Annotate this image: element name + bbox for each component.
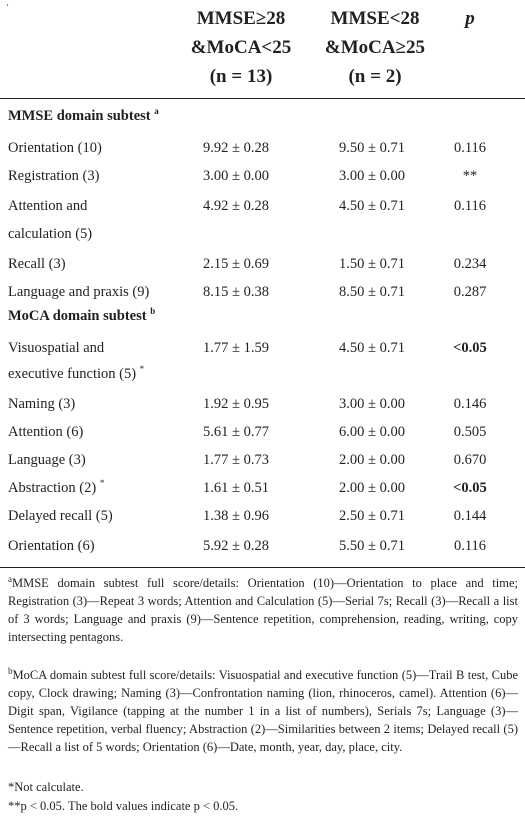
row-value-group2: 3.00 ± 0.00 bbox=[339, 396, 405, 412]
row-label-text: Abstraction (2) bbox=[8, 480, 97, 496]
footnote-not-calculated: *Not calculate. bbox=[8, 780, 84, 794]
row-value-group1: 5.92 ± 0.28 bbox=[203, 538, 269, 554]
row-p-value: 0.146 bbox=[453, 396, 487, 412]
footnote-b bbox=[8, 666, 518, 756]
row-value-group1: 1.92 ± 0.95 bbox=[203, 396, 269, 412]
row-value-group2: 6.00 ± 0.00 bbox=[339, 424, 405, 440]
row-value-group1: 5.61 ± 0.77 bbox=[203, 424, 269, 440]
row-label: Registration (3) bbox=[8, 168, 100, 184]
row-p-value: 0.116 bbox=[453, 140, 487, 156]
row-label bbox=[8, 478, 104, 498]
row-p-value: 0.287 bbox=[453, 284, 487, 300]
not-calculated-mark: * bbox=[139, 364, 145, 375]
header-group2-line3: (n = 2) bbox=[348, 66, 402, 87]
section-moca-text: MoCA domain subtest bbox=[8, 308, 147, 324]
footnote-b-text: MoCA domain subtest full score/details: Visuospatial and executive function (5)—Trail B test, Cube copy, Clock drawing; Naming (3)—Confrontation naming (lion, rhinoceros, camel). Attention (6)—Digit span, Vigilance (tapping at the number 1 in a list of numbers), Serials 7s; Language (3)—Sentence repetition, verbal fluency; Abstraction (2)—Similarities between 2 items; Delayed recall (5)—Recall a list of 5 words; Orientation (6)—Date, month, year, day, place, city. bbox=[8, 668, 518, 754]
row-value-group1: 1.77 ± 1.59 bbox=[203, 340, 269, 356]
header-group1-line1: MMSE≥28 bbox=[196, 8, 286, 29]
row-label: Language (3) bbox=[8, 452, 86, 468]
row-value-group1: 1.38 ± 0.96 bbox=[203, 508, 269, 524]
row-value-group1: 2.15 ± 0.69 bbox=[203, 256, 269, 272]
footnote-a bbox=[8, 574, 518, 646]
row-value-group1: 1.61 ± 0.51 bbox=[203, 480, 269, 496]
row-p-value: <0.05 bbox=[453, 480, 487, 496]
row-label: Naming (3) bbox=[8, 396, 76, 412]
row-label-line2-text: executive function (5) bbox=[8, 366, 137, 382]
header-p bbox=[440, 4, 500, 33]
section-mmse-sup: a bbox=[154, 106, 159, 117]
row-label: Recall (3) bbox=[8, 256, 66, 272]
row-value-group2: 9.50 ± 0.71 bbox=[339, 140, 405, 156]
section-moca-sup: b bbox=[150, 306, 156, 317]
section-title-moca bbox=[8, 308, 155, 325]
row-value-group2: 3.00 ± 0.00 bbox=[339, 168, 405, 184]
row-label: Attention and bbox=[8, 198, 88, 214]
row-value-group1: 9.92 ± 0.28 bbox=[203, 140, 269, 156]
footnote-a-marker: a bbox=[8, 573, 12, 584]
header-p-label: p bbox=[465, 8, 475, 29]
row-p-value: 0.505 bbox=[453, 424, 487, 440]
row-value-group2: 4.50 ± 0.71 bbox=[339, 340, 405, 356]
row-value-group2: 2.00 ± 0.00 bbox=[339, 452, 405, 468]
row-p-value: ** bbox=[462, 168, 478, 184]
header-group2-line2: &MoCA≥25 bbox=[324, 37, 426, 58]
row-p-value: <0.05 bbox=[453, 340, 487, 356]
row-p-value: 0.670 bbox=[453, 452, 487, 468]
row-value-group1: 3.00 ± 0.00 bbox=[203, 168, 269, 184]
row-p-value: 0.116 bbox=[453, 538, 487, 554]
header-group2-line1: MMSE<28 bbox=[330, 8, 420, 29]
header-rule bbox=[0, 98, 525, 99]
row-value-group2: 1.50 ± 0.71 bbox=[339, 256, 405, 272]
row-label: Orientation (6) bbox=[8, 538, 95, 554]
header-group2 bbox=[300, 4, 450, 91]
section-title-mmse bbox=[8, 108, 159, 125]
row-label: Attention (6) bbox=[8, 424, 84, 440]
footnote-b-marker: b bbox=[8, 665, 13, 676]
row-value-group2: 5.50 ± 0.71 bbox=[339, 538, 405, 554]
row-value-group2: 2.00 ± 0.00 bbox=[339, 480, 405, 496]
corner-mark: ‘ bbox=[6, 2, 9, 12]
header-group1 bbox=[166, 4, 316, 91]
section-mmse-text: MMSE domain subtest bbox=[8, 108, 151, 124]
row-p-value: 0.234 bbox=[453, 256, 487, 272]
footnote-significance: **p < 0.05. The bold values indicate p < 0.05. bbox=[8, 799, 239, 813]
row-label: Language and praxis (9) bbox=[8, 284, 150, 300]
table-bottom-rule bbox=[0, 567, 525, 568]
row-value-group2: 4.50 ± 0.71 bbox=[339, 198, 405, 214]
row-value-group2: 2.50 ± 0.71 bbox=[339, 508, 405, 524]
footnote-a-text: MMSE domain subtest full score/details: Orientation (10)—Orientation to place and time; Registration (3)—Repeat 3 words; Attention and Calculation (5)—Serial 7s; Recall (3)—Recall a list of 3 words; Language and praxis (9)—Sentence repetition, comprehension, reading, writing, copy intersecting pentagons. bbox=[8, 576, 518, 644]
row-p-value: 0.144 bbox=[453, 508, 487, 524]
row-value-group1: 8.15 ± 0.38 bbox=[203, 284, 269, 300]
row-value-group1: 1.77 ± 0.73 bbox=[203, 452, 269, 468]
header-group1-line2: &MoCA<25 bbox=[190, 37, 292, 58]
row-label: Orientation (10) bbox=[8, 140, 102, 156]
row-label: Delayed recall (5) bbox=[8, 508, 113, 524]
row-value-group1: 4.92 ± 0.28 bbox=[203, 198, 269, 214]
row-label-line2 bbox=[8, 364, 144, 384]
row-label-line2: calculation (5) bbox=[8, 226, 93, 242]
not-calculated-mark: * bbox=[99, 478, 105, 489]
header-group1-line3: (n = 13) bbox=[209, 66, 273, 87]
row-label: Visuospatial and bbox=[8, 340, 105, 356]
row-value-group2: 8.50 ± 0.71 bbox=[339, 284, 405, 300]
row-p-value: 0.116 bbox=[453, 198, 487, 214]
